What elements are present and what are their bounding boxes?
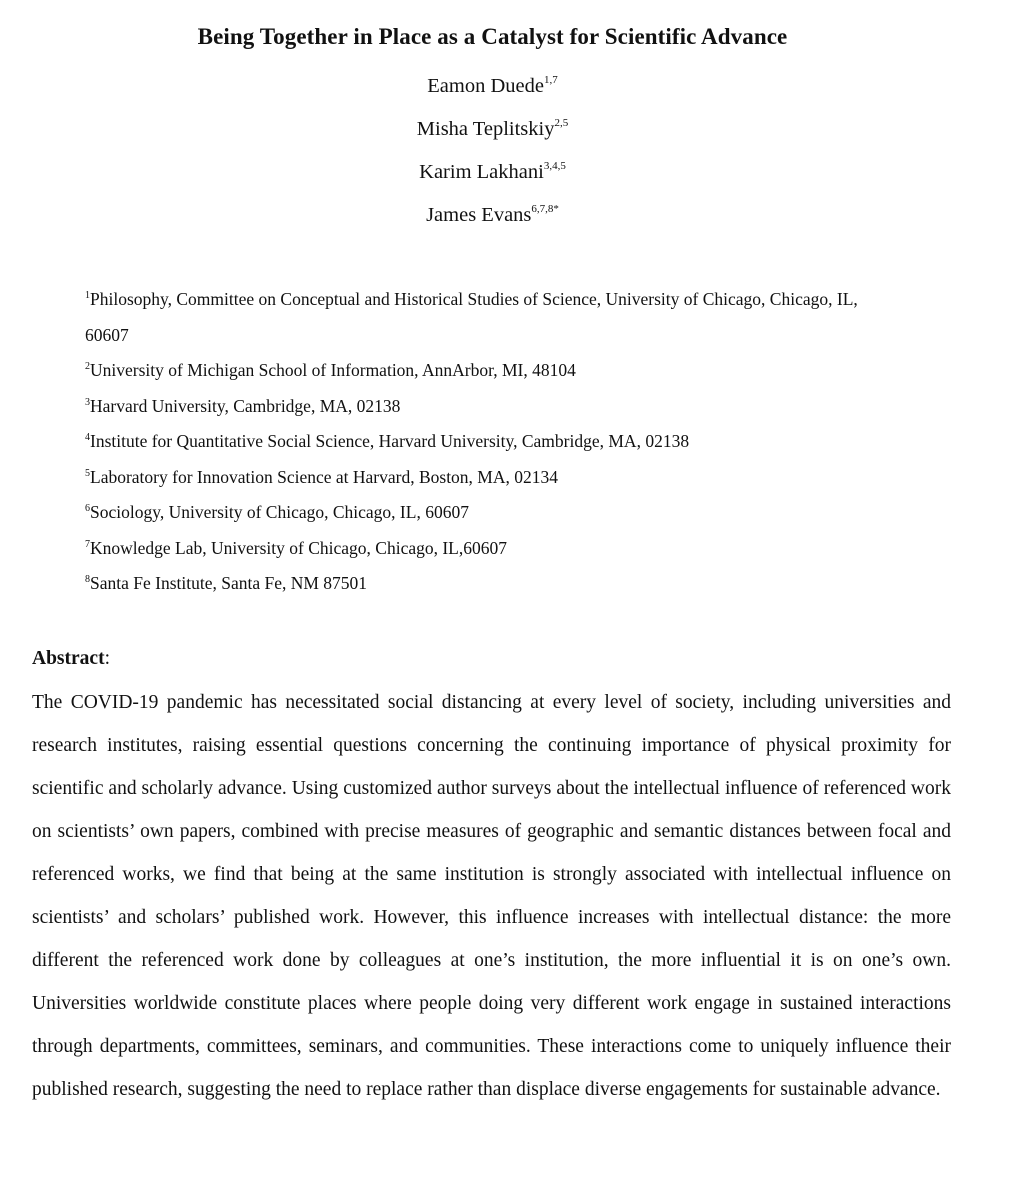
affiliation-number: 1 — [85, 290, 90, 301]
author-name: James Evans — [426, 204, 532, 226]
affiliation — [85, 424, 955, 460]
abstract-body: The COVID-19 pandemic has necessitated social distancing at every level of society, including universities and research institutes, raising essential questions concerning the continuing importance of physical proximity for scientific and scholarly advance. Using customized author surveys about the intellectual influence of referenced work on scientists’ own papers, combined with precise measures of geographic and semantic distances between focal and referenced works, we find that being at the same institution is strongly associated with intellectual influence on scientists’ and scholars’ published work. However, this influence increases with intellectual distance: the more different the referenced work done by colleagues at one’s institution, the more influential it is on one’s own. Universities worldwide constitute places where people doing very different work engage in sustained interactions through departments, committees, seminars, and communities. These interactions come to uniquely influence their published research, suggesting the need to replace rather than displace diverse engagements for sustainable advance. — [32, 692, 951, 1100]
affiliation — [85, 460, 955, 496]
affiliation-number: 6 — [85, 503, 90, 514]
affiliation-text: Laboratory for Innovation Science at Harvard, Boston, MA, 02134 — [90, 466, 559, 487]
paper-title: Being Together in Place as a Catalyst for Scientific Advance — [197, 24, 788, 49]
author-name: Eamon Duede — [427, 75, 544, 97]
affiliation-text: Philosophy, Committee on Conceptual and Historical Studies of Science, University of Chicago, Chicago, IL, — [90, 289, 858, 309]
abstract-heading-label: Abstract — [32, 648, 105, 669]
author — [0, 113, 985, 156]
affiliation-number: 3 — [85, 396, 90, 408]
author-name: Karim Lakhani — [419, 161, 544, 183]
author-name: Misha Teplitskiy — [416, 118, 555, 140]
affiliation — [85, 353, 955, 389]
affiliation-text: Institute for Quantitative Social Science, Harvard University, Cambridge, MA, 02138 — [90, 431, 690, 451]
affiliation-text: Sociology, University of Chicago, Chicago, IL, 60607 — [90, 502, 469, 522]
author — [0, 70, 985, 113]
author — [0, 156, 985, 199]
affiliation-text: University of Michigan School of Information, AnnArbor, MI, 48104 — [90, 360, 576, 380]
affiliation — [85, 389, 955, 425]
affiliation-text: Harvard University, Cambridge, MA, 02138 — [90, 395, 401, 416]
affiliation — [85, 495, 955, 531]
author-affiliation-marks: 1,7 — [543, 74, 558, 86]
affiliation-text: Santa Fe Institute, Santa Fe, NM 87501 — [90, 573, 368, 593]
abstract-heading-colon: : — [104, 648, 110, 669]
author-affiliation-marks: 2,5 — [554, 117, 569, 129]
affiliation-number: 5 — [85, 467, 90, 479]
affiliation-number: 2 — [85, 361, 90, 372]
affiliation-continuation: 60607 — [85, 324, 129, 345]
affiliation — [85, 566, 955, 602]
author — [0, 199, 985, 242]
affiliation-list — [85, 282, 955, 602]
affiliation — [85, 282, 955, 318]
author-affiliation-marks: 3,4,5 — [543, 160, 566, 172]
author-list — [0, 70, 985, 242]
affiliation-number: 7 — [85, 538, 90, 550]
affiliation-text: Knowledge Lab, University of Chicago, Chicago, IL,60607 — [90, 537, 507, 558]
affiliation-number: 8 — [85, 574, 90, 585]
abstract-heading — [32, 648, 110, 670]
author-affiliation-marks: 6,7,8* — [531, 203, 559, 215]
affiliation-number: 4 — [85, 432, 90, 443]
affiliation — [85, 531, 955, 567]
